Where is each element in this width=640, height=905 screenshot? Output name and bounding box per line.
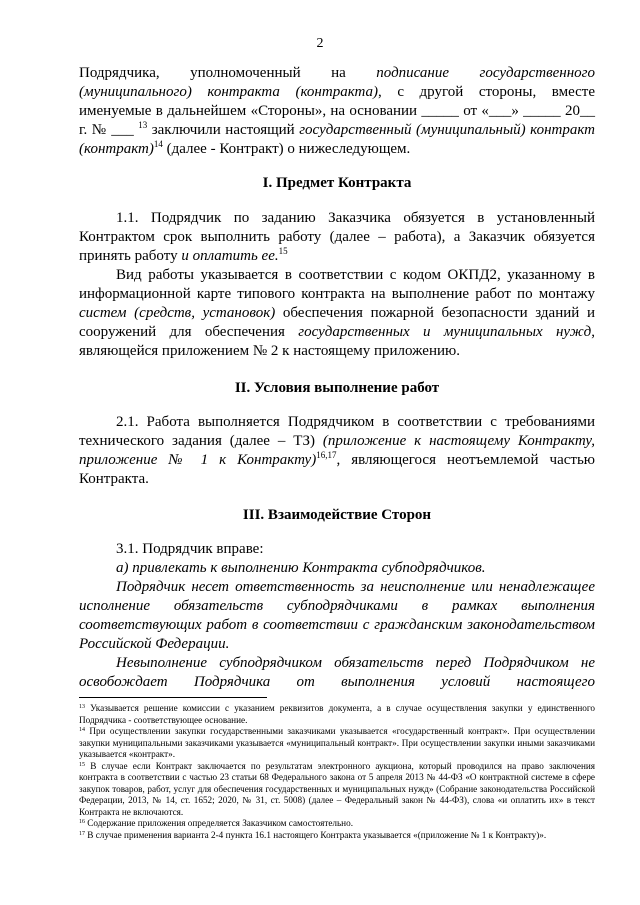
- footnote-17: $^{17}$ В случае применения варианта 2-4 пункта 16.1 настоящего Контракта указывается «(приложение № 1 к Контракту)».: [79, 829, 547, 840]
- clause-3-1: 3.1. Подрядчик вправе:: [116, 541, 264, 557]
- section-1-heading: I. Предмет Контракта: [262, 175, 412, 191]
- section-2-heading: II. Условия выполнение работ: [234, 380, 440, 396]
- footnotes: [79, 697, 595, 841]
- footnote-16: $^{16}$ Содержание приложения определяется Заказчиком самостоятельно.: [79, 818, 353, 828]
- footnote-separator: [79, 697, 267, 698]
- footnote-13: $^{13}$ Указывается решение комиссии с указанием реквизитов документа, а в случае осуществления закупки у единственного Подрядчика - соответствующее основание.: [79, 703, 595, 725]
- footnote-14: $^{14}$ При осуществлении закупки государственными заказчиками указывается «государственный контракт». При осуществлении закупки муниципальными заказчиками указывается «муниципальный контракт». При осуществлении закупки иными заказчиками указывается «контракт».: [79, 726, 595, 759]
- intro-paragraph: Подрядчика, уполномоченный на подписание государственного (муниципального) контракта (контракта), с другой стороны, вместе именуемые в дальнейшем «Стороны», на основании _____ от «___» _____ 20__ г. № ___ $^{13}$ заключили настоящий государственный (муниципальный) контракт (контракт)$^{14}$ (далее - Контракт) о нижеследующем.: [79, 65, 596, 157]
- subcontractor-liability: Подрядчик несет ответственность за неисполнение или ненадлежащее исполнение обязательств субподрядчиками в рамках выполнения соответствующих работ в соответствии с гражданским законодательством Российской Федерации.: [79, 579, 595, 652]
- footnote-15: $^{15}$ В случае если Контракт заключается по результатам электронного аукциона, который проводился на право заключения контракта в соответствии с частью 23 статьи 68 Федерального закона от 5 апреля 2013 № 44-ФЗ «О контрактной системе в сфере закупок товаров, работ, услуг для обеспечения государственных и муниципальных нужд» (Собрание законодательства Российской Федерации, 2013, № 14, ст. 1652; 2020, № 31, ст. 5008) (далее – Федеральный закон № 44-ФЗ), слова «и оплатить их» в текст Контракта не включаются.: [79, 760, 596, 817]
- clause-2-1: 2.1. Работа выполняется Подрядчиком в соответствии с требованиями технического задания (далее – ТЗ) (приложение к настоящему Контракту, приложение № 1 к Контракту)$^{16,17}$, являющегося неотъемлемой частью Контракта.: [79, 414, 595, 487]
- page-number: 2: [316, 36, 324, 51]
- clause-1-1: 1.1. Подрядчик по заданию Заказчика обязуется в установленный Контрактом срок выполнить работу (далее – работа), а Заказчик обязуется принять работу и оплатить ее.$^{15}$: [79, 210, 595, 264]
- section-3-heading: III. Взаимодействие Сторон: [242, 507, 432, 523]
- subcontractor-nonperformance: Невыполнение субподрядчиком обязательств перед Подрядчиком не освобождает Подрядчика от выполнения условий настоящего: [79, 655, 595, 690]
- work-type-paragraph: Вид работы указывается в соответствии с кодом ОКПД2, указанному в информационной карте типового контракта на выполнение работ по монтажу систем (средств, установок) обеспечения пожарной безопасности зданий и сооружений для обеспечения государственных и муниципальных нужд, являющейся приложением № 2 к настоящему приложению.: [79, 267, 595, 359]
- clause-3-1-a: а) привлекать к выполнению Контракта субподрядчиков.: [116, 560, 486, 576]
- document-body: [79, 64, 595, 692]
